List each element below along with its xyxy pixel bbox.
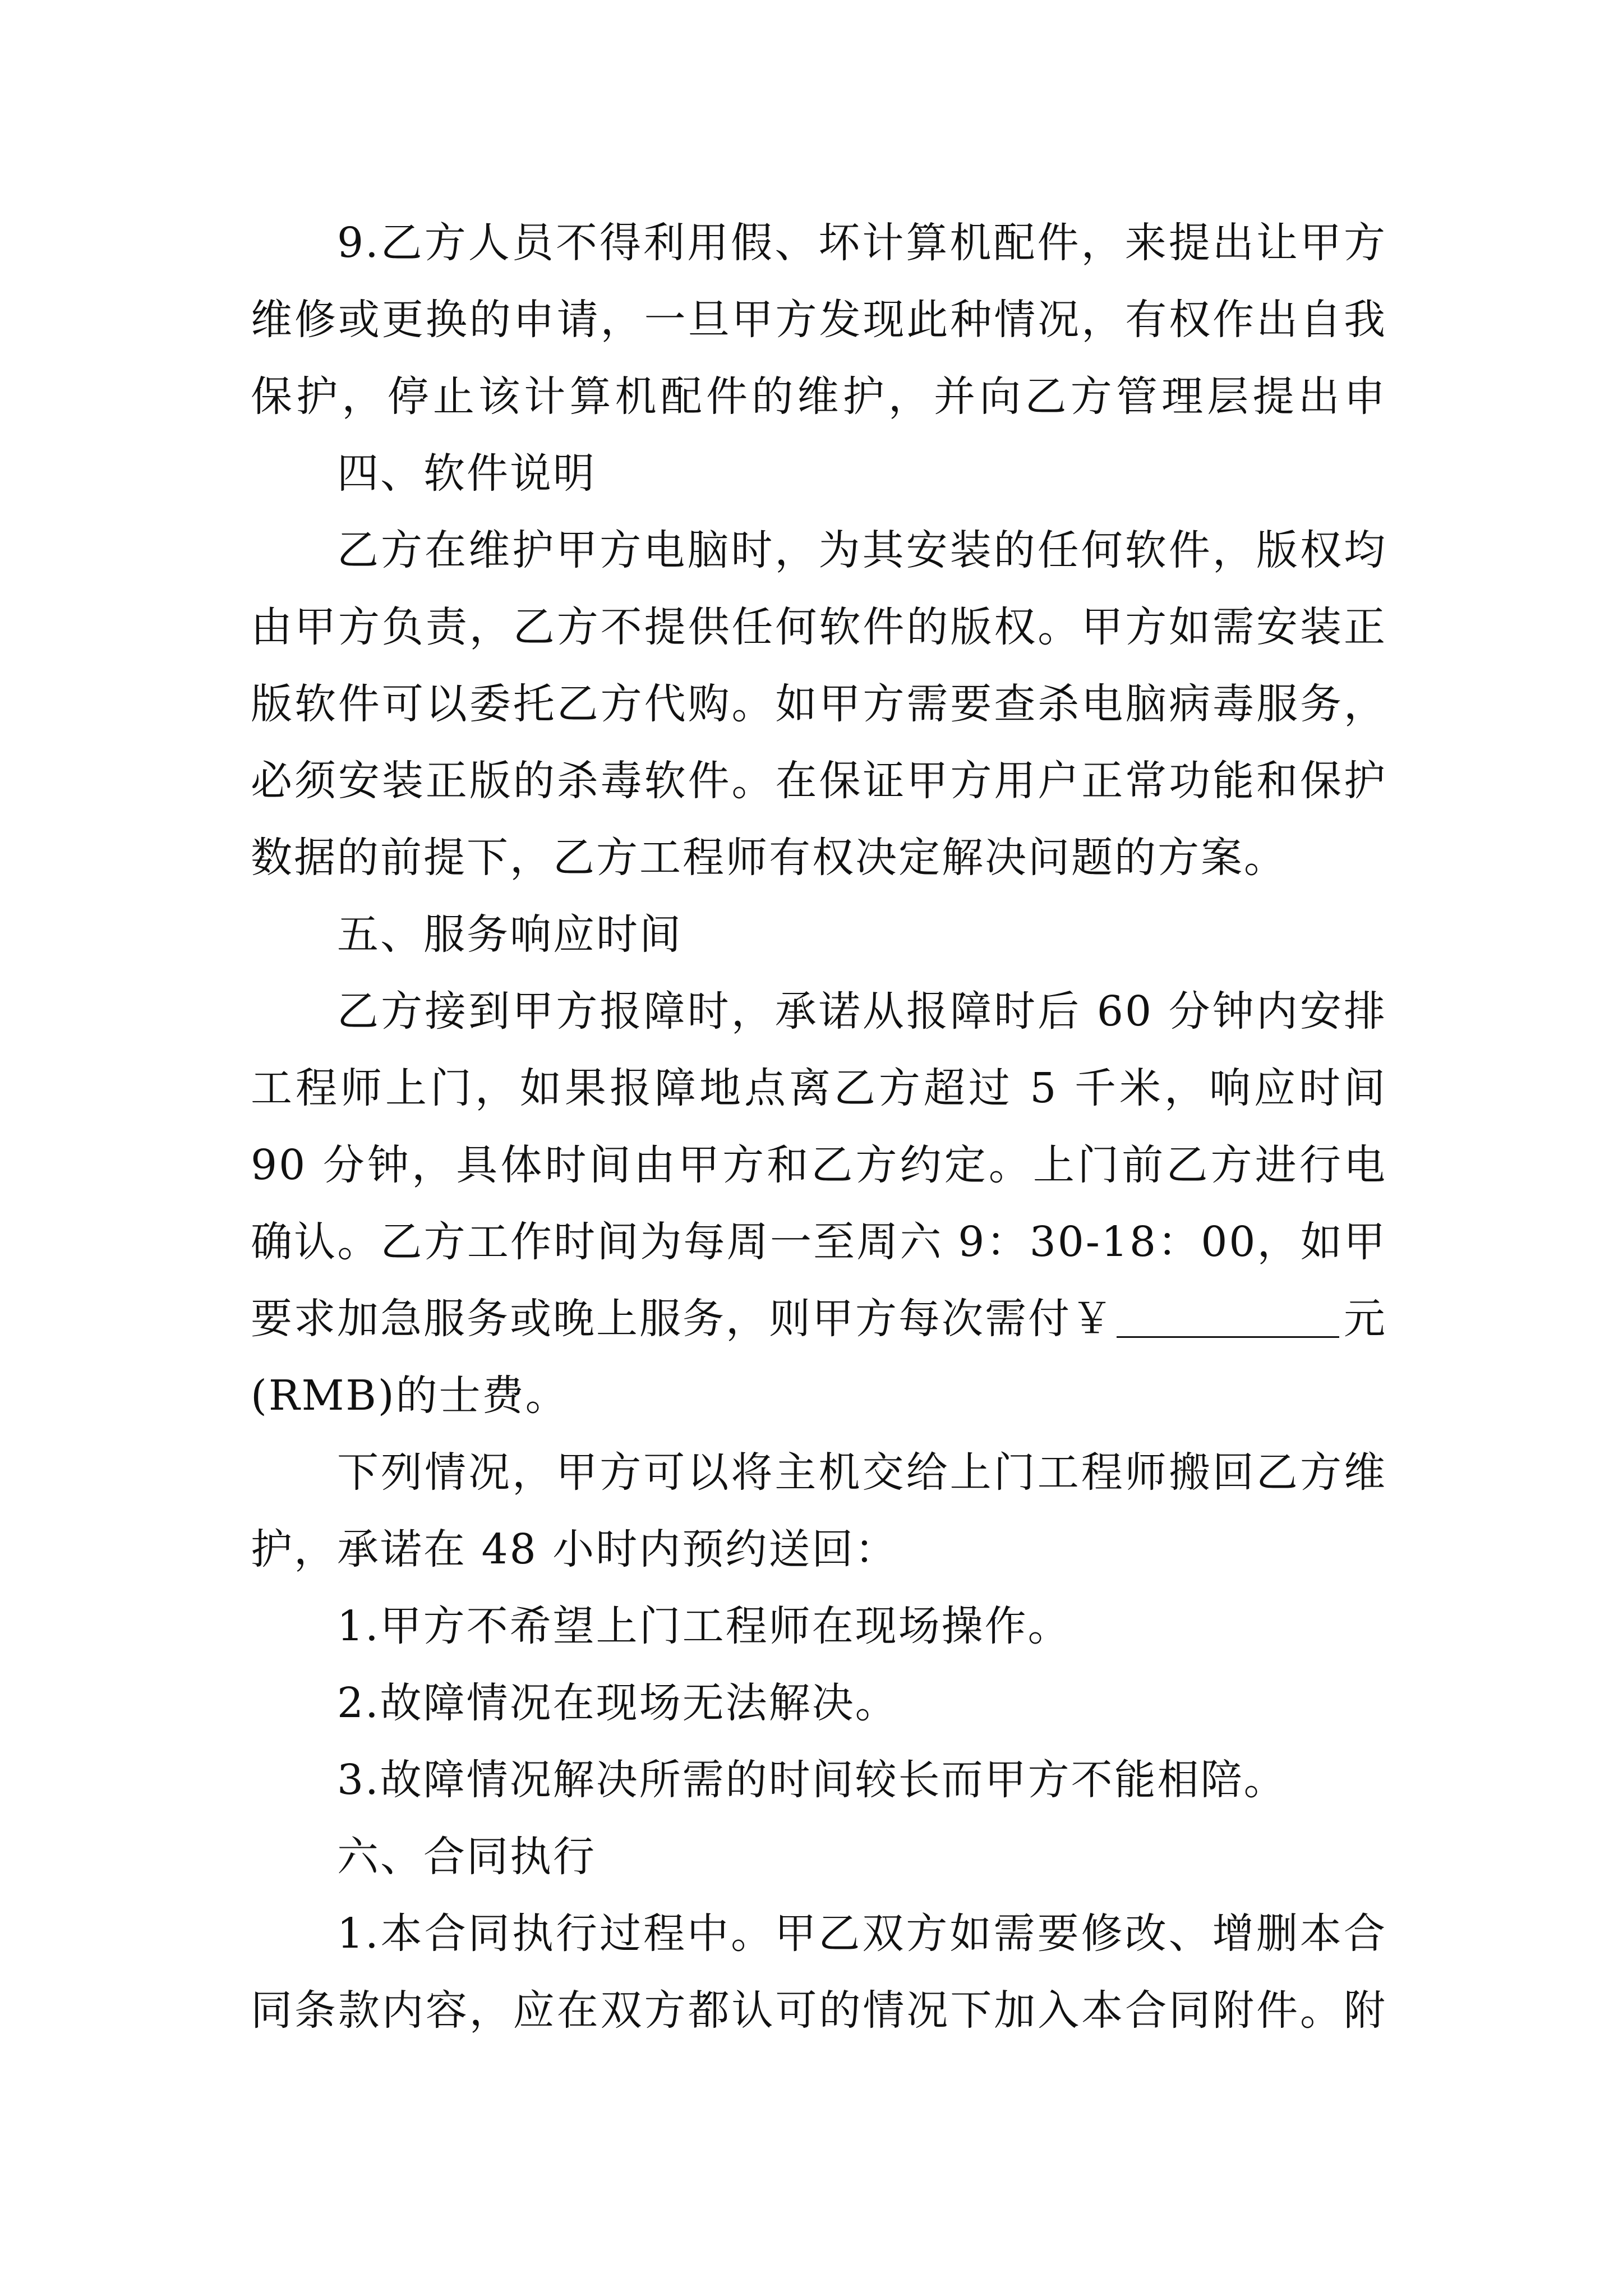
- paragraph-line: 90 分钟，具体时间由甲方和乙方约定。上门前乙方进行电: [251, 1141, 1387, 1189]
- paragraph-line: 由甲方负责，乙方不提供任何软件的版权。甲方如需安装正: [251, 603, 1387, 651]
- fee-line: [251, 1281, 1387, 1358]
- paragraph-line: 版软件可以委托乙方代购。如甲方需要查杀电脑病毒服务，: [251, 680, 1387, 728]
- section-heading-block: [251, 435, 1623, 512]
- section-heading-block: [251, 896, 1623, 973]
- section-heading: 六、合同执行: [337, 1833, 596, 1881]
- fee-amount-blank: [1117, 1300, 1339, 1338]
- paragraph-line: 护，承诺在 48 小时内预约送回：: [251, 1525, 898, 1573]
- numbered-list: [251, 1588, 1623, 1819]
- paragraph-line: 乙方在维护甲方电脑时，为其安装的任何软件，版权均: [337, 526, 1387, 574]
- paragraph-line: 同条款内容，应在双方都认可的情况下加入本合同附件。附: [251, 1986, 1387, 2035]
- paragraph-line: 必须安装正版的杀毒软件。在保证甲方用户正常功能和保护: [251, 757, 1387, 805]
- fee-line-unit: 元: [1344, 1295, 1387, 1343]
- paragraph: [251, 1895, 1623, 2049]
- paragraph-line: 1.本合同执行过程中。甲乙双方如需要修改、增删本合: [337, 1910, 1387, 1958]
- paragraph-line: 维修或更换的申请，一旦甲方发现此种情况，有权作出自我: [251, 296, 1387, 344]
- paragraph: [251, 512, 1623, 896]
- paragraph-line: 工程师上门，如果报障地点离乙方超过 5 千米，响应时间: [251, 1064, 1387, 1112]
- paragraph: [251, 973, 1623, 1434]
- paragraph-line: (RMB)的士费。: [251, 1372, 569, 1420]
- list-item: 2.故障情况在现场无法解决。: [337, 1679, 898, 1727]
- fee-line-text: 要求加急服务或晚上服务，则甲方每次需付￥: [251, 1295, 1114, 1343]
- section-heading: 五、服务响应时间: [337, 910, 683, 959]
- paragraph-line: 乙方接到甲方报障时，承诺从报障时后 60 分钟内安排: [337, 987, 1387, 1036]
- section-heading-block: [251, 1819, 1623, 1895]
- paragraph: [251, 1434, 1623, 1588]
- paragraph-line: 数据的前提下，乙方工程师有权决定解决问题的方案。: [251, 834, 1287, 882]
- list-item: 3.故障情况解决所需的时间较长而甲方不能相陪。: [337, 1756, 1287, 1804]
- paragraph-line: 确认。乙方工作时间为每周一至周六 9：30-18：00，如甲: [251, 1218, 1387, 1266]
- paragraph-line: 保护，停止该计算机配件的维护，并向乙方管理层提出申: [251, 372, 1387, 421]
- paragraph-line: 下列情况，甲方可以将主机交给上门工程师搬回乙方维: [337, 1448, 1387, 1497]
- paragraph-line: 9.乙方人员不得利用假、坏计算机配件，来提出让甲方: [337, 219, 1387, 267]
- paragraph: [251, 205, 1623, 435]
- list-item: 1.甲方不希望上门工程师在现场操作。: [337, 1602, 1071, 1650]
- section-heading: 四、软件说明: [337, 449, 596, 498]
